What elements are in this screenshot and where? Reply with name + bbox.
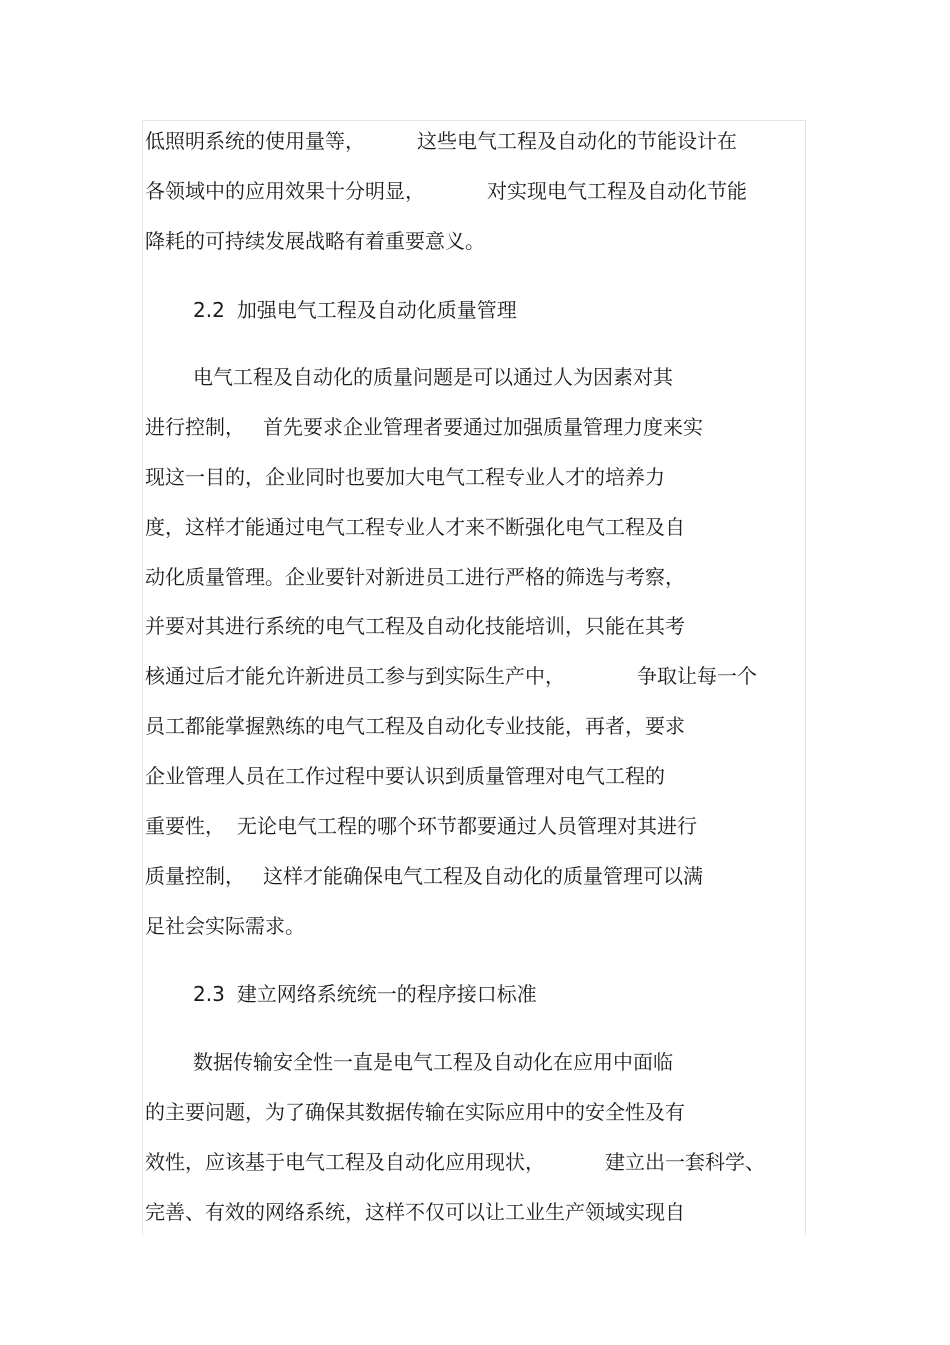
paragraph-2-line-6: 并要对其进行系统的电气工程及自动化技能培训，只能在其考 [145,614,685,638]
paragraph-2-line-7: 核通过后才能允许新进员工参与到实际生产中， 争取让每一个 [145,664,757,688]
section-title: 建立网络系统统一的程序接口标准 [236,982,537,1006]
paragraph-1-line-2: 各领域中的应用效果十分明显， 对实现电气工程及自动化节能 [145,179,747,203]
paragraph-2-line-9: 企业管理人员在工作过程中要认识到质量管理对电气工程的 [145,764,665,788]
paragraph-3-line-2: 的主要问题，为了确保其数据传输在实际应用中的安全性及有 [145,1100,685,1124]
paragraph-3-line-4: 完善、有效的网络系统，这样不仅可以让工业生产领域实现自 [145,1200,685,1224]
paragraph-2-line-3: 现这一目的，企业同时也要加大电气工程专业人才的培养力 [145,465,665,489]
paragraph-3-line-1: 数据传输安全性一直是电气工程及自动化在应用中面临 [193,1050,673,1074]
paragraph-2-line-2: 进行控制， 首先要求企业管理者要通过加强质量管理力度来实 [145,415,703,439]
paragraph-2-line-1: 电气工程及自动化的质量问题是可以通过人为因素对其 [193,365,673,389]
paragraph-2-line-10: 重要性， 无论电气工程的哪个环节都要通过人员管理对其进行 [145,814,697,838]
paragraph-2-line-11: 质量控制， 这样才能确保电气工程及自动化的质量管理可以满 [145,864,703,888]
section-number: 2.3 [193,982,225,1006]
paragraph-1-line-3: 降耗的可持续发展战略有着重要意义。 [145,229,485,253]
paragraph-1-line-1: 低照明系统的使用量等， 这些电气工程及自动化的节能设计在 [145,129,737,153]
section-heading-2-2 [193,295,517,325]
section-heading-2-3 [193,979,537,1009]
paragraph-2-line-5: 动化质量管理。企业要针对新进员工进行严格的筛选与考察， [145,565,685,589]
paragraph-2-line-4: 度，这样才能通过电气工程专业人才来不断强化电气工程及自 [145,515,685,539]
section-number: 2.2 [193,298,225,322]
section-title: 加强电气工程及自动化质量管理 [236,298,517,322]
paragraph-2-line-8: 员工都能掌握熟练的电气工程及自动化专业技能，再者，要求 [145,714,685,738]
paragraph-2-line-12: 足社会实际需求。 [145,914,305,938]
paragraph-3-line-3: 效性，应该基于电气工程及自动化应用现状， 建立出一套科学、 [145,1150,765,1174]
